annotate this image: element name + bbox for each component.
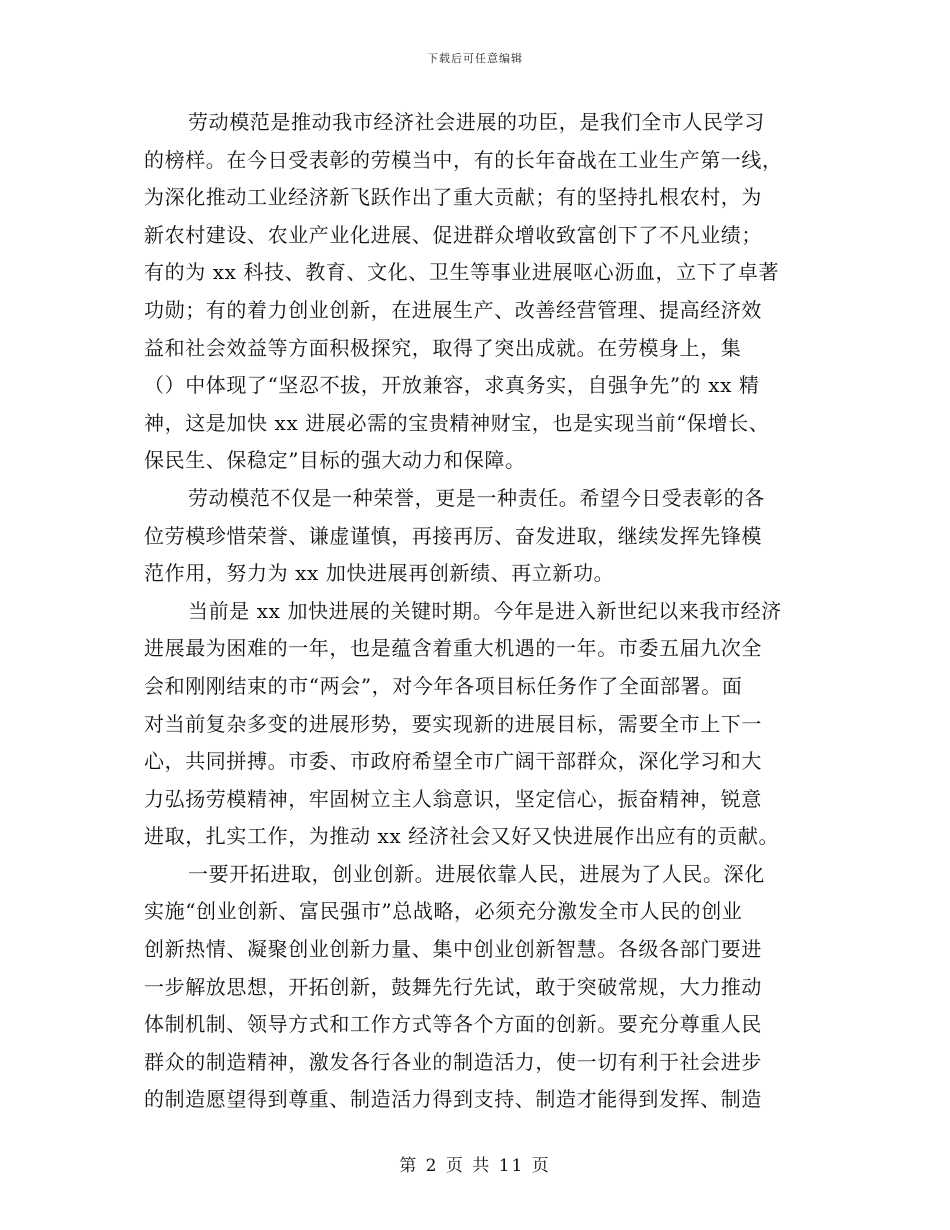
- text-line: 功勋；有的着力创业创新，在进展生产、改善经营管理、提高经济效: [144, 297, 762, 322]
- text-line: 创新热情、凝聚创业创新力量、集中创业创新智慧。各级各部门要进: [144, 937, 762, 962]
- text-line: 位劳模珍惜荣誉、谦虚谨慎，再接再厉、奋发进取，继续发挥先锋模: [144, 523, 762, 548]
- text-line: 进取，扎实工作，为推动 xx 经济社会又好又快进展作出应有的贡献。: [144, 824, 780, 849]
- text-line: 一步解放思想，开拓创新，鼓舞先行先试，敢于突破常规，大力推动: [144, 974, 762, 999]
- text-line: 一要开拓进取，创业创新。进展依靠人民，进展为了人民。深化: [188, 861, 765, 886]
- text-line: 力弘扬劳模精神，牢固树立主人翁意识，坚定信心，振奋精神，锐意: [144, 786, 762, 811]
- text-line: 范作用，努力为 xx 加快进展再创新绩、再立新功。: [144, 561, 615, 586]
- page-number: 第 2 页 共 11 页: [399, 1156, 551, 1176]
- text-line: 心，共同拼搏。市委、市政府希望全市广阔干部群众，深化学习和大: [144, 749, 762, 774]
- text-line: 当前是 xx 加快进展的关键时期。今年是进入新世纪以来我市经济: [188, 598, 782, 623]
- text-line: 的榜样。在今日受表彰的劳模当中，有的长年奋战在工业生产第一线，: [144, 147, 783, 172]
- text-line: 实施“创业创新、富民强市”总战略，必须充分激发全市人民的创业: [144, 899, 743, 924]
- page-header: 下载后可任意编辑: [427, 52, 523, 65]
- text-line: 劳动模范是推动我市经济社会进展的功臣，是我们全市人民学习: [188, 110, 765, 134]
- text-line: 会和刚刚结束的市“两会”，对今年各项目标任务作了全面部署。面: [144, 673, 743, 698]
- text-line: 神，这是加快 xx 进展必需的宝贵精神财宝，也是实现当前“保增长、: [144, 410, 770, 435]
- text-line: 的制造愿望得到尊重、制造活力得到支持、制造才能得到发挥、制造: [144, 1087, 762, 1112]
- text-line: 体制机制、领导方式和工作方式等各个方面的创新。要充分尊重人民: [144, 1012, 762, 1037]
- text-line: 进展最为困难的一年，也是蕴含着重大机遇的一年。市委五届九次全: [144, 636, 762, 661]
- text-line: 保民生、保稳定”目标的强大动力和保障。: [144, 448, 526, 473]
- text-line: （）中体现了“坚忍不拔，开放兼容，求真务实，自强争先”的 xx 精: [144, 373, 760, 398]
- text-line: 对当前复杂多变的进展形势，要实现新的进展目标，需要全市上下一: [144, 711, 762, 736]
- text-line: 劳动模范不仅是一种荣誉，更是一种责任。希望今日受表彰的各: [188, 485, 765, 510]
- text-line: 有的为 xx 科技、教育、文化、卫生等事业进展呕心沥血，立下了卓著: [144, 260, 780, 285]
- text-line: 群众的制造精神，激发各行各业的制造活力，使一切有利于社会进步: [144, 1049, 762, 1074]
- text-line: 益和社会效益等方面积极探究，取得了突出成就。在劳模身上，集: [144, 335, 742, 360]
- text-line: 新农村建设、农业产业化进展、促进群众增收致富创下了不凡业绩；: [144, 222, 762, 247]
- document-body: [144, 104, 812, 1119]
- text-line: 为深化推动工业经济新飞跃作出了重大贡献；有的坚持扎根农村，为: [144, 185, 762, 210]
